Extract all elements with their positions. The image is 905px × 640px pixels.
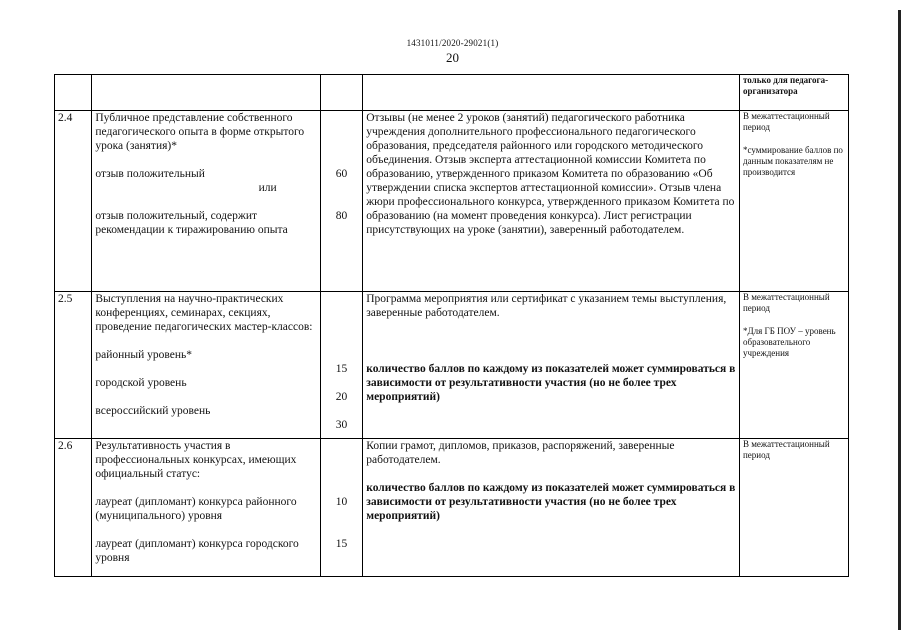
table-row-header-cont: [55, 75, 849, 111]
points-value: 10: [335, 496, 348, 508]
documents-text: Программа мероприятия или сертификат с указанием темы выступления, заверенные работодателем.: [366, 293, 727, 319]
table-row-2-6: [55, 439, 849, 577]
cell-num: [55, 292, 92, 439]
indicator-title: Результативность участия в профессиональных конкурсах, имеющих официальный статус:: [95, 440, 297, 480]
indicator-title: Публичное представление собственного педагогического опыта в форме открытого урока (занятия)*: [95, 112, 305, 152]
cell-note: [739, 439, 848, 577]
note-period: В межаттестационный период: [742, 111, 830, 132]
row-number: 2.5: [58, 293, 73, 305]
points-value: 60: [335, 168, 348, 180]
document-id: 1431011/2020-29021(1): [406, 38, 499, 48]
note-remark: *Для ГБ ПОУ – уровень образовательного учреждения: [742, 326, 836, 358]
cell-indicator: [92, 292, 320, 439]
cell-note: [739, 111, 848, 292]
points-value: 20: [335, 391, 348, 403]
indicator-option: лауреат (дипломант) конкурса городского уровня: [95, 538, 299, 564]
points-value: 30: [335, 419, 348, 431]
cell-num: [55, 111, 92, 292]
cell-points: [320, 439, 363, 577]
note-text: только для педагога-организатора: [742, 75, 829, 96]
row-number: 2.4: [58, 112, 73, 124]
cell-documents: [363, 292, 740, 439]
indicator-option: лауреат (дипломант) конкурса районного (муниципального) уровня: [95, 496, 297, 522]
indicator-option: отзыв положительный: [95, 168, 205, 180]
cell-num: [55, 439, 92, 577]
page-number: 20: [446, 50, 459, 65]
cell-points: [320, 75, 363, 111]
points-value: 80: [335, 210, 348, 222]
scan-edge-bar: [898, 10, 901, 630]
table-row-2-5: [55, 292, 849, 439]
note-remark: *суммирование баллов по данным показателям не производится: [742, 145, 843, 177]
cell-note: [739, 75, 848, 111]
table-row-2-4: [55, 111, 849, 292]
cell-indicator: [92, 111, 320, 292]
documents-text: Копии грамот, дипломов, приказов, распоряжений, заверенные работодателем.: [366, 440, 675, 466]
cell-documents: [363, 439, 740, 577]
note-period: В межаттестационный период: [742, 439, 830, 460]
cell-note: [739, 292, 848, 439]
cell-points: [320, 111, 363, 292]
cell-documents: [363, 111, 740, 292]
cell-num: [55, 75, 92, 111]
criteria-table: [54, 74, 849, 577]
points-value: 15: [335, 538, 348, 550]
cell-indicator: [92, 75, 320, 111]
indicator-option: городской уровень: [95, 377, 187, 389]
indicator-option: всероссийский уровень: [95, 405, 211, 417]
indicator-title: Выступления на научно-практических конференциях, семинарах, секциях, проведение педагогических мастер-классов:: [95, 293, 313, 333]
documents-bold-note: количество баллов по каждому из показателей может суммироваться в зависимости от результативности участия (но не более трех мероприятий): [366, 363, 736, 403]
cell-points: [320, 292, 363, 439]
cell-documents: [363, 75, 740, 111]
indicator-option: отзыв положительный, содержит рекомендации к тиражированию опыта: [95, 210, 288, 236]
indicator-or: или: [258, 182, 277, 194]
points-value: 15: [335, 363, 348, 375]
row-number: 2.6: [58, 440, 73, 452]
cell-indicator: [92, 439, 320, 577]
note-period: В межаттестационный период: [742, 292, 830, 313]
indicator-option: районный уровень*: [95, 349, 193, 361]
documents-text: Отзывы (не менее 2 уроков (занятий) педагогического работника учреждения дополнительного профессионального педагогического образования, председателя районного или городского методического объединения. Отзыв эксперта аттестационной комиссии Комитета по образованию, утвержденного приказом Комитета по образованию «Об утверждении списка экспертов аттестационной комиссии». Отзыв члена жюри профессионального конкурса, утвержденного приказом Комитета по образованию (на момент проведения конкурса). Лист регистрации присутствующих на уроке (занятии), заверенный работодателем.: [366, 112, 735, 236]
documents-bold-note: количество баллов по каждому из показателей может суммироваться в зависимости от результативности участия (но не более трех мероприятий): [366, 482, 736, 522]
